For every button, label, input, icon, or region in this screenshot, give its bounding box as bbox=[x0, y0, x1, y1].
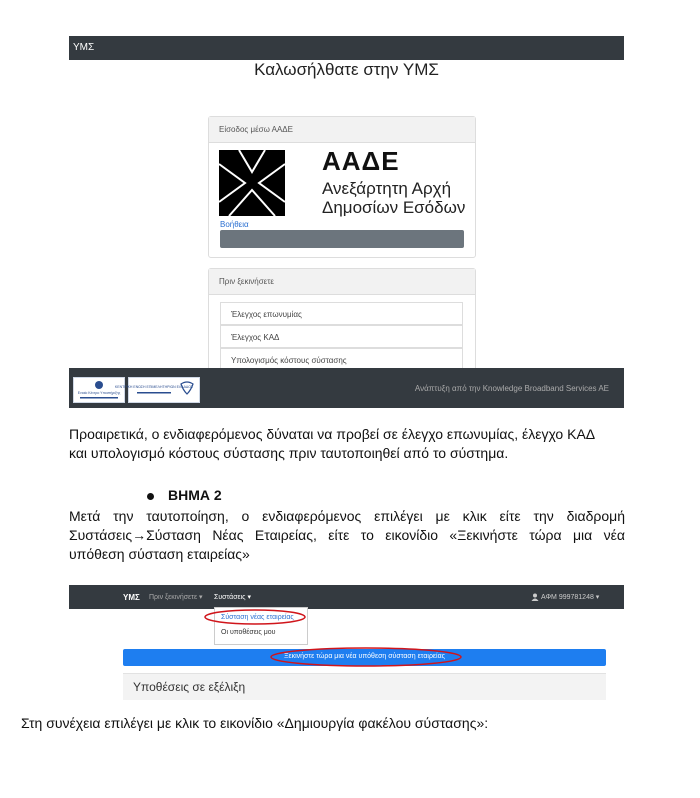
brand-logo[interactable]: ΥΜΣ bbox=[73, 42, 95, 53]
aade-title: ΑΑΔΕ bbox=[322, 146, 400, 176]
paragraph-line: Προαιρετικά, ο ενδιαφερόμενος δύναται να προβεί σε έλεγχο επωνυμίας, έλεγχο ΚΑΔ bbox=[69, 426, 596, 442]
nav-establishments[interactable]: Συστάσεις ▾ bbox=[214, 594, 252, 601]
top-navbar bbox=[69, 36, 624, 60]
list-item-name-check[interactable]: Έλεγχος επωνυμίας bbox=[220, 302, 463, 325]
aade-subtitle-line-2: Δημοσίων Εσόδων bbox=[322, 198, 466, 217]
footer-logo-one-text: Ενιαίο Κέντρο Υποστήριξης bbox=[77, 391, 121, 395]
brand-logo[interactable]: ΥΜΣ bbox=[123, 593, 140, 602]
screenshot-login-page bbox=[69, 36, 624, 408]
aade-subtitle-line-1: Ανεξάρτητη Αρχή bbox=[322, 179, 452, 198]
before-start-header: Πριν ξεκινήσετε bbox=[209, 269, 475, 295]
aade-emblem-icon bbox=[219, 150, 285, 216]
aade-subtitle bbox=[322, 179, 465, 217]
paragraph-optional-checks bbox=[69, 425, 595, 463]
highlight-ellipse-start-button bbox=[271, 648, 461, 666]
login-button[interactable] bbox=[220, 230, 464, 248]
paragraph-step2 bbox=[69, 507, 625, 564]
footer-logo-one-stop-shop bbox=[73, 377, 125, 403]
screenshot-dashboard bbox=[69, 585, 624, 701]
help-link[interactable]: Βοήθεια bbox=[220, 220, 249, 229]
footer-logo-two-text: ΚΕΝΤΡΙΚΗ ΕΝΩΣΗ ΕΠΙΜΕΛΗΤΗΡΙΩΝ ΕΛΛΑΔΟΣ bbox=[114, 385, 194, 389]
step-heading: ΒΗΜΑ 2 bbox=[168, 487, 222, 503]
paragraph-line: υπόθεση σύσταση εταιρείας» bbox=[69, 546, 250, 562]
paragraph-line: Μετά την ταυτοποίηση, ο ενδιαφερόμενος επιλέγει με κλικ είτε την διαδρομή bbox=[69, 508, 625, 524]
user-menu[interactable]: ΑΦΜ 999781248 ▾ bbox=[541, 594, 600, 601]
list-item-kad-check[interactable]: Έλεγχος ΚΑΔ bbox=[220, 325, 463, 348]
nav-before-start[interactable]: Πριν ξεκινήσετε ▾ bbox=[149, 594, 203, 601]
page-title: Καλωσήλθατε στην ΥΜΣ bbox=[254, 60, 439, 79]
highlight-ellipse-new-company bbox=[205, 610, 305, 624]
start-new-case-label: Ξεκινήστε τώρα μια νέα υπόθεση σύσταση εταιρείας bbox=[283, 653, 446, 660]
cases-in-progress-title: Υποθέσεις σε εξέλιξη bbox=[133, 680, 246, 694]
paragraph-line: και υπολογισμό κόστους σύστασης πριν ταυτοποιηθεί από το σύστημα. bbox=[69, 445, 509, 461]
bullet-icon bbox=[147, 493, 154, 500]
footer-logo-chambers bbox=[114, 377, 200, 403]
dropdown-item-new-company[interactable]: Σύσταση νέας εταιρείας bbox=[221, 614, 294, 621]
paragraph-line: Συστάσεις→Σύσταση Νέας Εταιρείας, είτε το εικονίδιο «Ξεκινήστε τώρα μια νέα bbox=[69, 527, 625, 543]
login-card-header: Είσοδος μέσω ΑΑΔΕ bbox=[209, 117, 475, 143]
dropdown-item-my-cases[interactable]: Οι υποθέσεις μου bbox=[221, 629, 276, 636]
footer-credit: Ανάπτυξη από την Knowledge Broadband Services AE bbox=[414, 384, 609, 393]
highlight-annotations bbox=[69, 585, 624, 701]
list-item-cost-calculation[interactable]: Υπολογισμός κόστους σύστασης bbox=[220, 348, 463, 371]
paragraph-create-folder: Στη συνέχεια επιλέγει με κλικ το εικονίδιο «Δημιουργία φακέλου σύστασης»: bbox=[21, 715, 489, 731]
